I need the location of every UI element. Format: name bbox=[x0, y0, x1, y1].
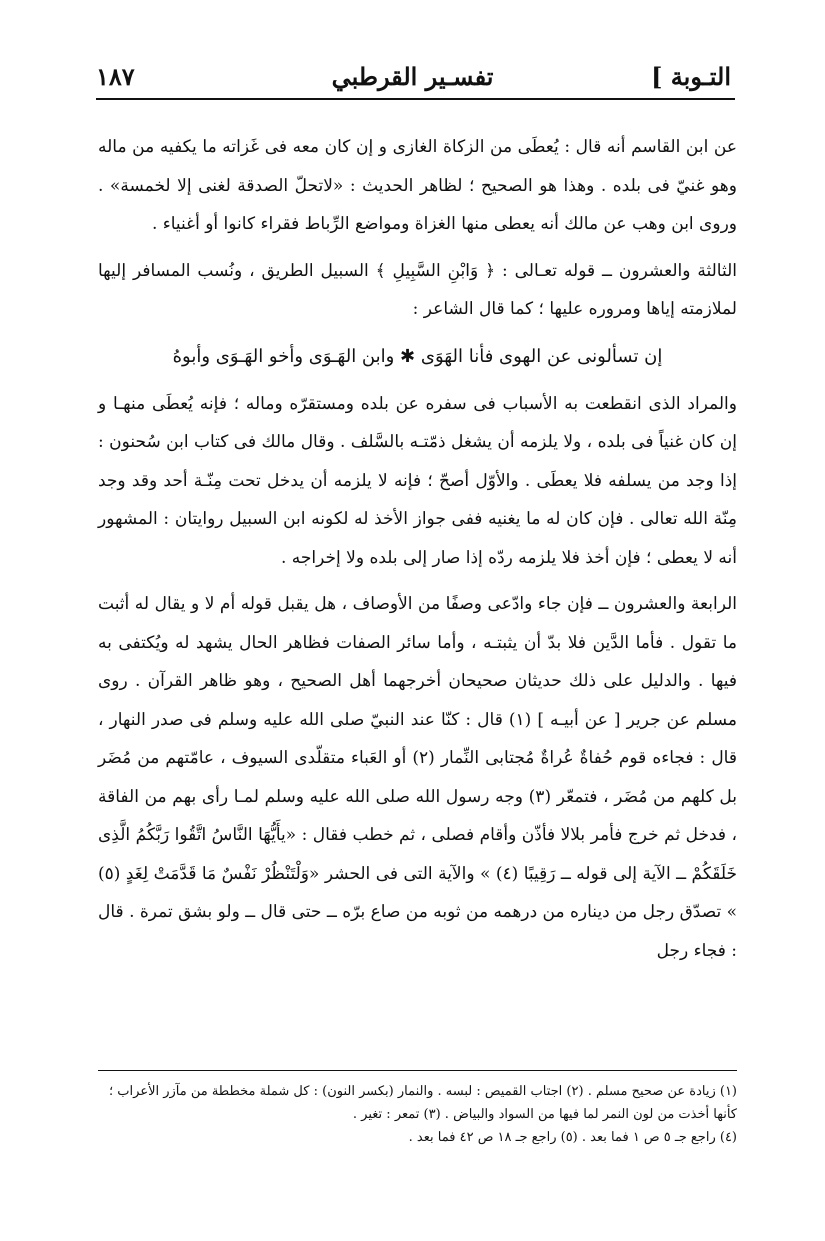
paragraph-2: الثالثة والعشرون ــ قوله تعـالى : ﴿ وَابْنِ السَّبِيلِ ﴾ السبيل الطريق ، ونُسب المسافر إليها لملازمته إياها ومروره عليها ؛ كما قال الشاعر : bbox=[98, 260, 737, 319]
main-text bbox=[98, 128, 737, 970]
footnotes bbox=[98, 1080, 737, 1149]
running-header bbox=[88, 56, 737, 96]
header-divider bbox=[96, 98, 735, 100]
paragraph-4: الرابعة والعشرون ــ فإن جاء وادّعى وصفًا من الأوصاف ، هل يقبل قوله أم لا و يقال له أثبت ما تقول . فأما الدَّين فلا بدّ أن يثبتـه ، وأما سائر الصفات فظاهر الحال يشهد له ويُكتفى به فيها . والدليل على ذلك حديثان صحيحان أخرجهما أهل الصحيح ، وهو ظاهر القرآن . روى مسلم عن جرير [ عن أبيـه ] (١) قال : كنّا عند النبيّ صلى الله عليه وسلم فى صدر النهار ، قال : فجاءه قوم حُفاةٌ عُراةٌ مُجتابى النِّمار (٢) أو العَباء متقلّدى السيوف ، عامّتهم من مُضَر بل كلهم من مُضَر ، فتمعّر (٣) وجه رسول الله صلى الله عليه وسلم لمـا رأى بهم من الفاقة ، فدخل ثم خرج فأمر بلالا فأذّن وأقام فصلى ، ثم خطب فقال : «يأَيُّهَا النَّاسُ اتَّقُوا رَبَّكُمُ الَّذِى خَلَقَكُمْ ــ الآية إلى قوله ــ رَقِيبًا (٤) » والآية التى فى الحشر «وَلْتَنْظُرْ نَفْسٌ مَا قَدَّمَتْ لِغَدٍ (٥) » تصدّق رجل من ديناره من درهمه من ثوبه من صاع برّه ــ حتى قال ــ ولو بشق تمرة . قال : فجاء رجل bbox=[98, 594, 737, 961]
footnote-line-1: (١) زيادة عن صحيح مسلم . (٢) اجتاب القميص : لبسه . والنمار (بكسر النون) : كل شملة مخططة من مآزر الأعراب ؛ كأنها أخذت من لون النمر لما فيها من السواد والبياض . (٣) تمعر : تغير . bbox=[109, 1084, 737, 1122]
surah-name: التـوبة ] bbox=[651, 62, 731, 91]
poetry-verse: إن تسألونى عن الهوى فأنا الهَوَى ✱ وابن الهَـوَى وأخو الهَـوَى وأبوهُ bbox=[172, 345, 663, 367]
footnote-divider bbox=[98, 1070, 737, 1071]
book-title: تفسـير القرطبي bbox=[331, 62, 494, 91]
page-number: ١٨٧ bbox=[96, 62, 135, 91]
footnote-line-2: (٤) راجع جـ ٥ ص ١ فما بعد . (٥) راجع جـ ١٨ ص ٤٢ فما بعد . bbox=[408, 1130, 737, 1145]
paragraph-1: عن ابن القاسم أنه قال : يُعطَى من الزكاة الغازى و إن كان معه فى غَزاته ما يكفيه من ماله وهو غنيّ فى بلده . وهذا هو الصحيح ؛ لظاهر الحديث : «لاتحلّ الصدقة لغنى إلا لخمسة» . وروى ابن وهب عن مالك أنه يعطى منها الغزاة ومواضع الرِّباط فقراء كانوا أو أغنياء . bbox=[98, 137, 737, 234]
paragraph-3: والمراد الذى انقطعت به الأسباب فى سفره عن بلده ومستقرّه وماله ؛ فإنه يُعطَى منهـا و إن كان غنياً فى بلده ، ولا يلزمه أن يشغل ذمّتـه بالسَّلف . وقال مالك فى كتاب ابن سُحنون : إذا وجد من يسلفه فلا يعطَى . والأوّل أصحّ ؛ فإنه لا يلزمه أن يدخل تحت مِنّـة أحد وقد وجد مِنّة الله تعالى . فإن كان له ما يغنيه ففى جواز الأخذ له لكونه ابن السبيل روايتان : المشهور أنه لا يعطى ؛ فإن أخذ فلا يلزمه ردّه إذا صار إلى بلده ولا إخراجه . bbox=[98, 393, 737, 568]
